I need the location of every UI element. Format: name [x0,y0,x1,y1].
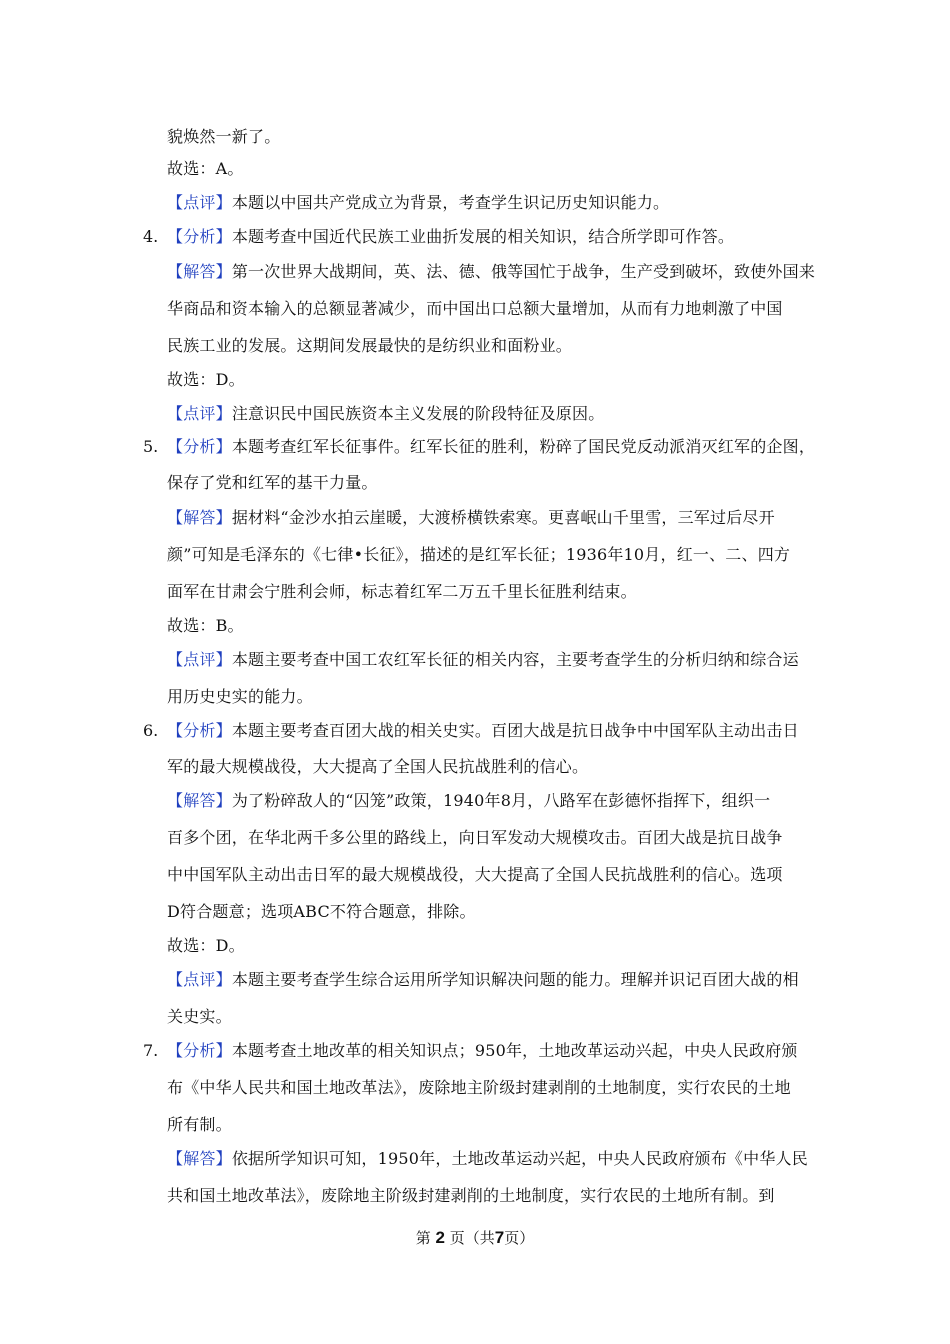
text-line: 故选：B。 [167,616,244,635]
text-line: 【点评】本题主要考查中国工农红军长征的相关内容，主要考查学生的分析归纳和综合运 [167,650,799,669]
text-line: 中中国军队主动出击日军的最大规模战役，大大提高了全国人民抗战胜利的信心。选项 [167,865,783,884]
tag-fenxi: 【分析】 [167,437,232,456]
text-line: 共和国土地改革法》，废除地主阶级封建剥削的土地制度，实行农民的土地所有制。到 [167,1186,775,1205]
tag-dianping: 【点评】 [167,404,232,423]
text-line: 【解答】依据所学知识可知，1950年，土地改革运动兴起，中央人民政府颁布《中华人民 [167,1149,808,1168]
tag-jieda: 【解答】 [167,1149,232,1168]
text-line: 面军在甘肃会宁胜利会师，标志着红军二万五千里长征胜利结束。 [167,582,637,601]
tag-jieda: 【解答】 [167,262,232,281]
question-number: 4. [143,227,159,246]
current-page-number: 2 [435,1228,445,1247]
tag-dianping: 【点评】 [167,193,232,212]
text-line: 百多个团，在华北两千多公里的路线上，向日军发动大规模攻击。百团大战是抗日战争 [167,828,783,847]
text-line: 所有制。 [167,1115,232,1134]
text-line: 布《中华人民共和国土地改革法》，废除地主阶级封建剥削的土地制度，实行农民的土地 [167,1078,791,1097]
tag-jieda: 【解答】 [167,508,232,527]
text-line: D符合题意；选项ABC不符合题意，排除。 [167,902,476,921]
question-number: 5. [143,437,159,456]
tag-fenxi: 【分析】 [167,1041,232,1060]
text-line: 貌焕然一新了。 [167,127,281,146]
page-footer: 第 2 页（共7页） [415,1228,535,1247]
text-line: 用历史史实的能力。 [167,687,313,706]
text-line: 故选：A。 [167,159,244,178]
text-line: 【分析】本题考查土地改革的相关知识点；950年，土地改革运动兴起，中央人民政府颁 [167,1041,798,1060]
text-line: 【点评】本题主要考查学生综合运用所学知识解决问题的能力。理解并识记百团大战的相 [167,970,799,989]
text-line: 保存了党和红军的基干力量。 [167,473,378,492]
total-pages-number: 7 [494,1228,505,1247]
tag-dianping: 【点评】 [167,970,232,989]
text-line: 【分析】本题考查中国近代民族工业曲折发展的相关知识，结合所学即可作答。 [167,227,735,246]
text-line: 【分析】本题考查红军长征事件。红军长征的胜利，粉碎了国民党反动派消灭红军的企图， [167,437,816,456]
text-line: 【点评】本题以中国共产党成立为背景，考查学生识记历史知识能力。 [167,193,670,212]
text-line: 【解答】第一次世界大战期间，英、法、德、俄等国忙于战争，生产受到破坏，致使外国来 [167,262,816,281]
question-number: 6. [143,721,159,740]
tag-fenxi: 【分析】 [167,721,232,740]
text-line: 【解答】据材料“金沙水拍云崖暖，大渡桥横铁索寒。更喜岷山千里雪，三军过后尽开 [167,508,775,527]
text-line: 【分析】本题主要考查百团大战的相关史实。百团大战是抗日战争中中国军队主动出击日 [167,721,799,740]
text-line: 军的最大规模战役，大大提高了全国人民抗战胜利的信心。 [167,757,589,776]
text-line: 【解答】为了粉碎敌人的“囚笼”政策，1940年8月，八路军在彭德怀指挥下，组织一 [167,791,771,810]
tag-jieda: 【解答】 [167,791,232,810]
text-line: 【点评】注意识民中国民族资本主义发展的阶段特征及原因。 [167,404,605,423]
text-line: 颜”可知是毛泽东的《七律•长征》，描述的是红军长征；1936年10月，红一、二、四方 [167,545,791,564]
text-line: 民族工业的发展。这期间发展最快的是纺织业和面粉业。 [167,336,573,355]
text-line: 故选：D。 [167,936,245,955]
tag-fenxi: 【分析】 [167,227,232,246]
question-number: 7. [143,1041,159,1060]
text-line: 华商品和资本输入的总额显著减少，而中国出口总额大量增加，从而有力地刺激了中国 [167,299,783,318]
text-line: 关史实。 [167,1007,232,1026]
text-line: 故选：D。 [167,370,245,389]
tag-dianping: 【点评】 [167,650,232,669]
